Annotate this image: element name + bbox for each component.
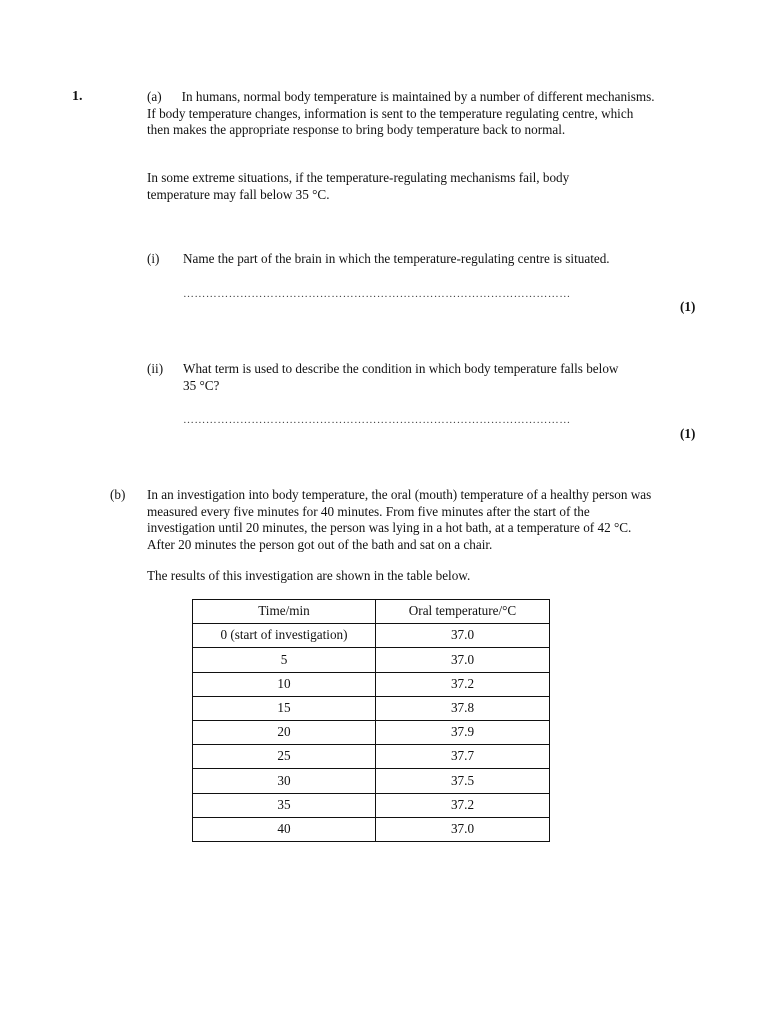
time-cell: 40	[193, 817, 376, 841]
part-a-context: In some extreme situations, if the temperature-regulating mechanisms fail, body temperature may fall below 35 °C.	[147, 170, 570, 202]
part-a-intro	[147, 89, 657, 139]
temperature-cell: 37.9	[376, 720, 550, 744]
sub-i-label: (i)	[147, 251, 160, 266]
part-a-label: (a)	[147, 89, 162, 104]
table-row	[193, 624, 550, 648]
sub-ii-marks: (1)	[680, 426, 696, 441]
table-row	[193, 793, 550, 817]
time-cell: 20	[193, 720, 376, 744]
part-b-intro: In an investigation into body temperature, the oral (mouth) temperature of a healthy person was measured every five minutes for 40 minutes. From five minutes after the start of the investigation until 20 minutes, the person was lying in a hot bath, at a temperature of 42 °C. After 20 minutes the person got out of the bath and sat on a chair.	[147, 487, 652, 552]
time-cell: 0 (start of investigation)	[193, 624, 376, 648]
sub-ii-answer-line[interactable]: …………………………………………………………………………………………	[183, 414, 571, 426]
sub-ii-question: What term is used to describe the condition in which body temperature falls below 35 °C?	[183, 361, 619, 393]
time-column-header: Time/min	[193, 600, 376, 624]
table-row	[193, 672, 550, 696]
table-row	[193, 720, 550, 744]
temperature-cell: 37.2	[376, 793, 550, 817]
table-row	[193, 745, 550, 769]
time-cell: 10	[193, 672, 376, 696]
table-row	[193, 817, 550, 841]
sub-i-marks: (1)	[680, 299, 696, 314]
part-a-intro-text: In humans, normal body temperature is maintained by a number of different mechanisms. If body temperature changes, information is sent to the temperature regulating centre, which then makes the appropriate response to bring body temperature back to normal.	[147, 89, 655, 138]
temperature-cell: 37.0	[376, 817, 550, 841]
table-row	[193, 696, 550, 720]
question-number: 1.	[72, 89, 83, 104]
sub-i-answer-line[interactable]: …………………………………………………………………………………………	[183, 288, 571, 300]
temperature-cell: 37.8	[376, 696, 550, 720]
temperature-cell: 37.7	[376, 745, 550, 769]
part-a-intro-block	[147, 89, 657, 139]
temperature-cell: 37.5	[376, 769, 550, 793]
time-cell: 15	[193, 696, 376, 720]
time-cell: 5	[193, 648, 376, 672]
table-header-row	[193, 600, 550, 624]
part-a-context-block	[147, 170, 617, 203]
time-cell: 25	[193, 745, 376, 769]
time-cell: 30	[193, 769, 376, 793]
table-row	[193, 648, 550, 672]
sub-ii-label: (ii)	[147, 361, 164, 376]
sub-i-question: Name the part of the brain in which the temperature-regulating centre is situated.	[183, 251, 610, 266]
part-b-label: (b)	[110, 487, 126, 502]
results-table	[192, 599, 550, 842]
table-row	[193, 769, 550, 793]
time-cell: 35	[193, 793, 376, 817]
results-intro: The results of this investigation are shown in the table below.	[147, 568, 471, 583]
temperature-cell: 37.0	[376, 648, 550, 672]
temperature-cell: 37.2	[376, 672, 550, 696]
temperature-column-header: Oral temperature/°C	[376, 600, 550, 624]
temperature-cell: 37.0	[376, 624, 550, 648]
